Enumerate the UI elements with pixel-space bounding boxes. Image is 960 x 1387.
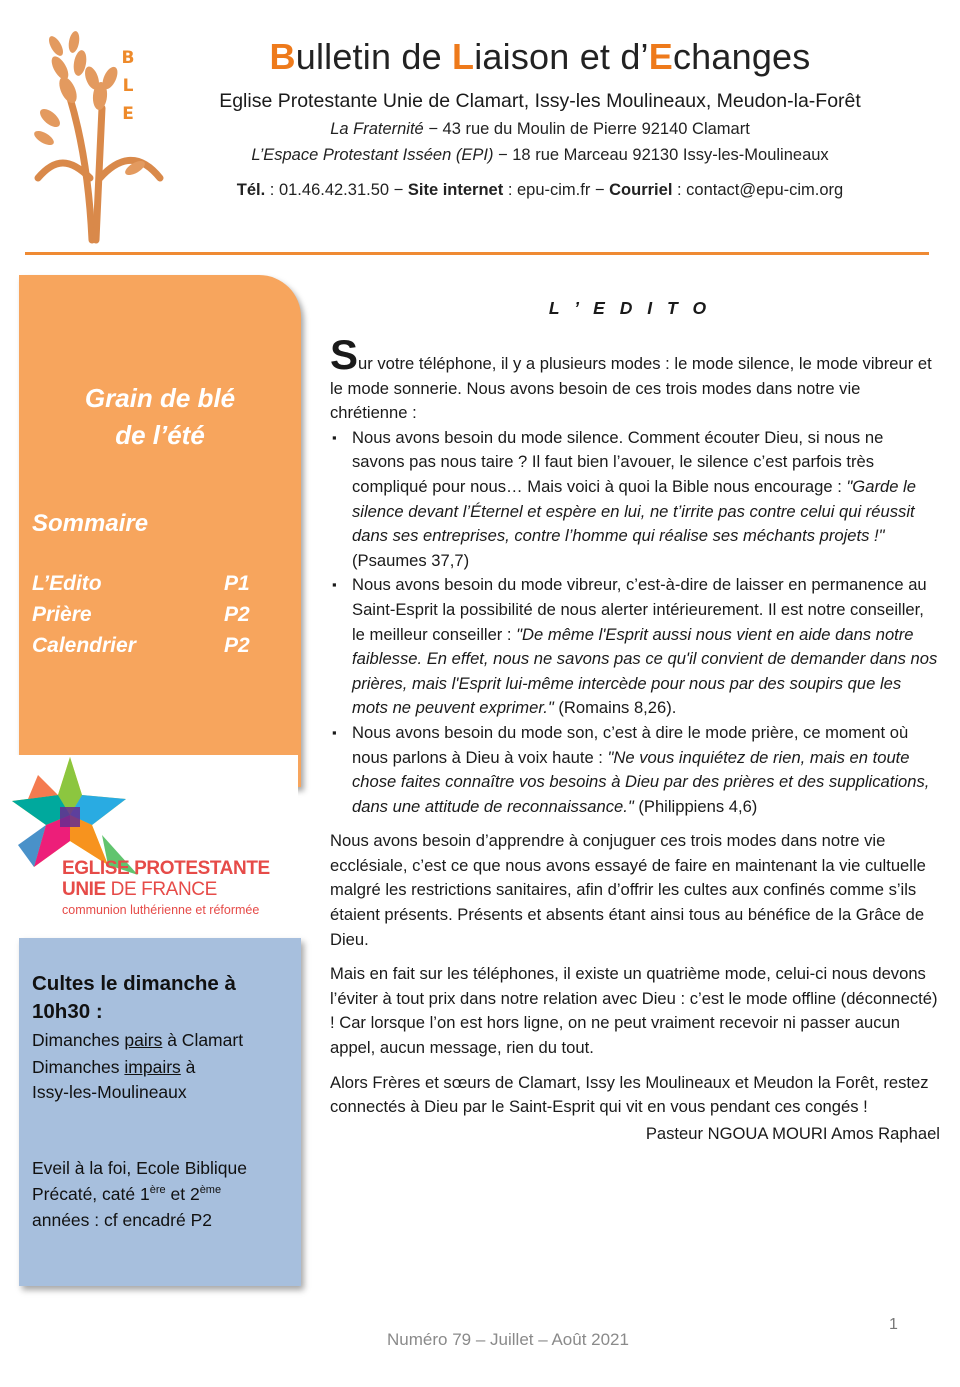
precate-sup: ème <box>199 1184 222 1197</box>
item-text: Nous avons besoin du mode vibreur, c’est-à-dire de laisser en permanence au Saint-Esprit la possibilité de nous alerter intérieurement. Il est notre conseiller, le meilleur conseiller : <box>352 575 927 644</box>
toc-page: P2 <box>224 603 250 626</box>
sommaire-heading: Sommaire <box>32 510 149 537</box>
ble-letter: B <box>121 48 135 68</box>
edito-intro <box>330 331 940 426</box>
tel-value: : 01.46.42.31.50 − <box>265 181 408 199</box>
edito-paragraph: Nous avons besoin d’apprendre à conjuguer ces trois modes dans notre vie ecclésiale, c’est ce que nous avons essayé de faire en maintenant la vie cultuelle malgré les restrictions sanitaires, afin d’offrir les cultes aux confinés comme s’ils étaient présents. Présents et absents étant ainsi tous au bénéfice de la Grâce de Dieu. <box>330 831 926 949</box>
precate-sup: ère <box>149 1184 166 1197</box>
cultes-pairs: pairs <box>124 1030 163 1050</box>
edito-paragraph: Mais en fait sur les téléphones, il existe un quatrième mode, celui-ci nous devons l’éviter à tout prix dans notre relation avec Dieu : c’est le mode offline (déconnecté) ! Car lorsque l’on est hors ligne, on ne peut vraiment recevoir ni passer aucun appel, aucun message, rien du tout. <box>330 964 938 1058</box>
modes-list <box>330 426 940 820</box>
item-text: Nous avons besoin du mode son, c’est à dire le mode prière, ce moment où nous parlons à Dieu à voix haute : <box>352 722 909 767</box>
epudf-tagline: communion luthérienne et réformée <box>62 903 260 917</box>
bible-reference: (Romains 8,26). <box>553 698 677 718</box>
page-number: 1 <box>889 1316 898 1333</box>
cultes-text: à <box>180 1057 196 1077</box>
cultes-location: Issy-les-Moulineaux <box>32 1082 187 1102</box>
address-fraternite <box>160 120 920 139</box>
mode-son-item <box>330 721 940 819</box>
address-epi <box>160 146 920 165</box>
toc-label: Calendrier <box>32 634 136 657</box>
edito-paragraph: Alors Frères et sœurs de Clamart, Issy les Moulineaux et Meudon la Forêt, restez connectés à Dieu par le Saint-Esprit qui vit en vous pendant ces congés ! <box>330 1072 929 1117</box>
address-name: L’Espace Protestant Isséen (EPI) <box>251 146 494 164</box>
drop-cap: S <box>330 331 359 378</box>
tel-label: Tél. <box>236 181 266 199</box>
address-name: La Fraternité <box>330 120 424 138</box>
epudf-name-line1: EGLISE PROTESTANTE <box>62 858 270 879</box>
toc-item <box>32 603 272 634</box>
contact-line <box>160 181 920 200</box>
cultes-odd-sundays <box>32 1057 195 1078</box>
mode-silence-item <box>330 426 940 574</box>
toc-page: P2 <box>224 634 250 657</box>
bible-quote: "Garde le silence devant l’Éternel et espère en lui, ne t’irrite pas contre celui qui réussit dans ses entreprises, contre l’homme qui réalise ses méchants projets !" <box>352 476 916 546</box>
mail-value: : contact@epu-cim.org <box>672 181 844 199</box>
header-divider <box>25 252 929 255</box>
ble-letter: E <box>122 104 134 124</box>
cultes-even-sundays <box>32 1030 243 1051</box>
annees-line: années : cf encadré P2 <box>32 1210 212 1230</box>
title-part: changes <box>672 36 811 77</box>
precate-line <box>32 1184 221 1205</box>
cultes-impairs: impairs <box>124 1057 181 1077</box>
issue-theme <box>19 380 301 454</box>
title-part: iaison et d’ <box>474 36 649 77</box>
toc-label: Prière <box>32 603 92 626</box>
church-subtitle: Eglise Protestante Unie de Clamart, Issy-les Moulineaux, Meudon-la-Forêt <box>219 90 861 112</box>
epudf-unie: UNIE <box>62 879 106 900</box>
cultes-text: Dimanches <box>32 1030 125 1050</box>
bible-reference: (Psaumes 37,7) <box>352 550 470 570</box>
epudf-name-line2 <box>62 879 217 901</box>
bible-quote: "Ne vous inquiétez de rien, mais en toute chose faites connaître vos besoins à Dieu par des prières et des supplications, dans une attitude de reconnaissance." <box>352 747 930 816</box>
bible-quote: "De même l'Esprit aussi nous vient en aide dans notre faiblesse. En effet, nous ne savons pas ce qu'il convient de demander dans nos prières, mais l'Esprit lui-même intercède pour nous par des soupirs que les mots ne peuvent exprimer." <box>352 624 938 718</box>
cultes-text: à Clamart <box>162 1030 244 1050</box>
address-text: − 43 rue du Moulin de Pierre 92140 Clamart <box>423 120 750 138</box>
eveil-line: Eveil à la foi, Ecole Biblique <box>32 1158 247 1178</box>
edito-heading: L ’ E D I T O <box>548 298 712 318</box>
site-label: Site internet <box>407 181 504 199</box>
title-part: L <box>452 36 475 77</box>
item-text: Nous avons besoin du mode silence. Comment écouter Dieu, si nous ne savons pas nous taire ? Il faut bien l’avouer, le silence c’est parfois très compliqué pour nous… Mais voici à quoi la Bible nous encourage : <box>352 427 884 496</box>
edito-body <box>330 331 940 1146</box>
toc-item <box>32 572 272 603</box>
bible-reference: (Philippiens 4,6) <box>633 796 758 816</box>
mail-label: Courriel <box>609 181 673 199</box>
issue-footer: Numéro 79 – Juillet – Août 2021 <box>387 1330 629 1349</box>
cultes-heading: Cultes le dimanche à 10h30 : <box>32 972 236 1023</box>
signature: Pasteur NGOUA MOURI Amos Raphael <box>645 1123 940 1143</box>
toc-page: P1 <box>224 572 250 595</box>
title-part: ulletin de <box>295 36 453 77</box>
theme-line: Grain de blé <box>84 383 236 413</box>
table-of-contents <box>32 572 272 665</box>
precate-text: et 2 <box>165 1184 200 1204</box>
title-part: E <box>648 36 673 77</box>
epudf-de-france: DE FRANCE <box>105 879 217 900</box>
wheat-logo <box>30 28 170 248</box>
ble-letter: L <box>122 76 134 96</box>
title-part: B <box>269 36 296 77</box>
toc-item <box>32 634 272 665</box>
bulletin-title <box>180 36 900 78</box>
cultes-text: Dimanches <box>32 1057 125 1077</box>
precate-text: Précaté, caté 1 <box>32 1184 150 1204</box>
ble-logo-letters <box>118 44 138 128</box>
theme-line: de l’été <box>115 420 205 450</box>
toc-label: L’Edito <box>32 572 102 595</box>
mode-vibreur-item <box>330 573 940 721</box>
site-value: : epu-cim.fr − <box>503 181 610 199</box>
address-text: − 18 rue Marceau 92130 Issy-les-Moulineaux <box>493 146 829 164</box>
intro-text: ur votre téléphone, il y a plusieurs modes : le mode silence, le mode vibreur et le mode sonnerie. Nous avons besoin de ces trois modes dans notre vie chrétienne : <box>330 354 932 423</box>
